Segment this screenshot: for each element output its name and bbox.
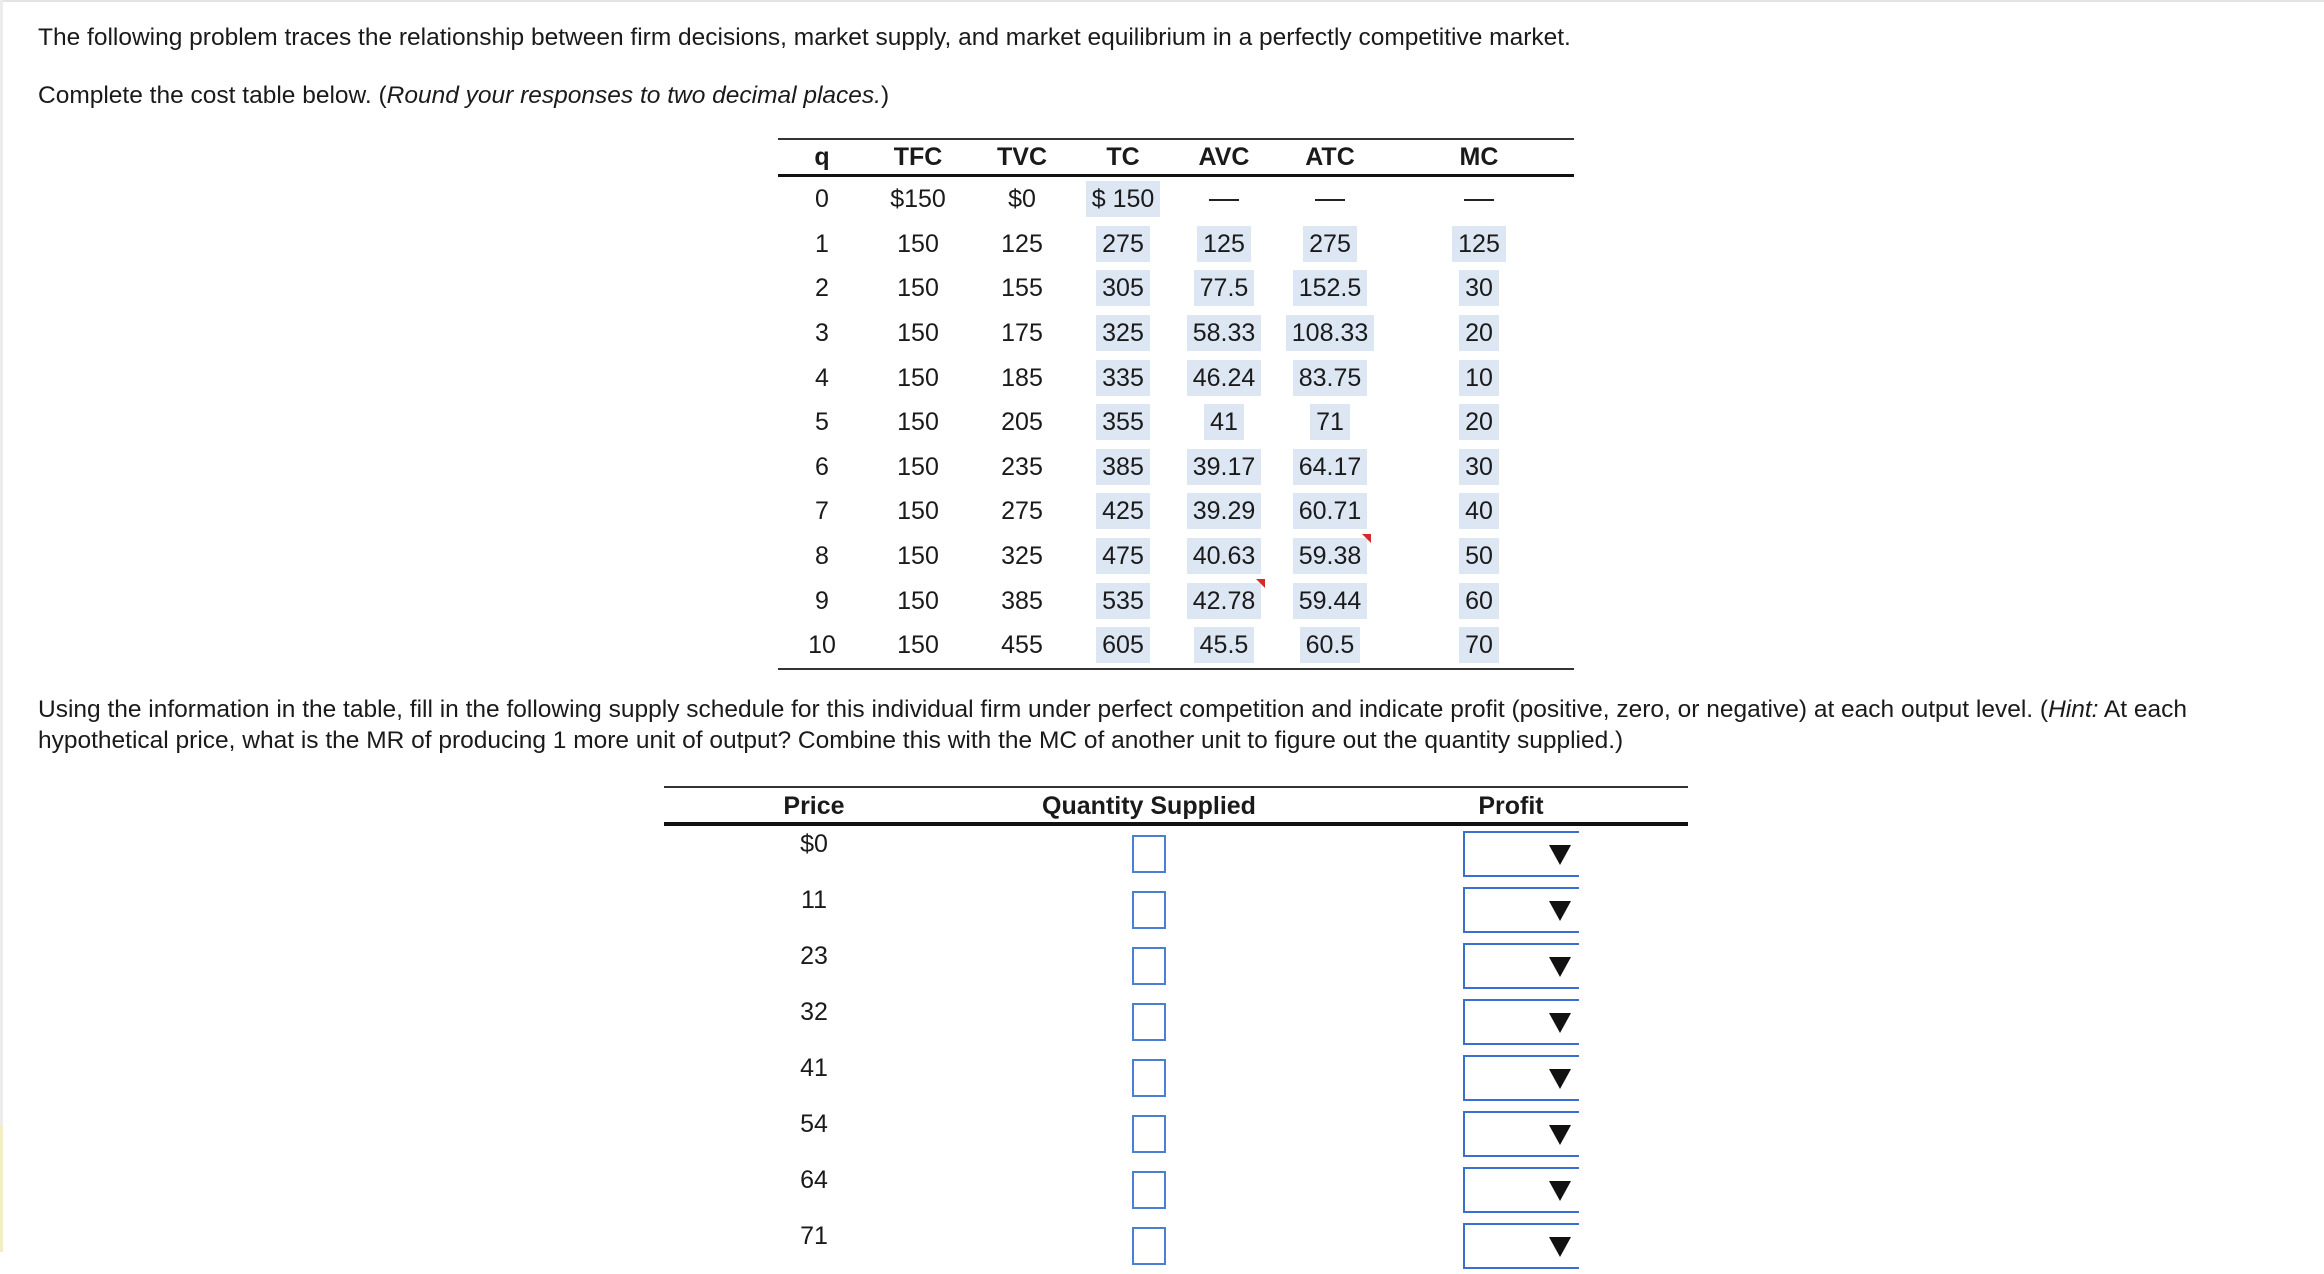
cell-mc bbox=[1384, 578, 1574, 623]
supply-instruction-text bbox=[38, 694, 2278, 756]
profit-cell bbox=[1334, 1162, 1688, 1218]
quantity-cell bbox=[964, 1106, 1334, 1162]
cell-tc bbox=[1074, 176, 1172, 222]
cost-table-row bbox=[778, 311, 1574, 356]
cell-atc bbox=[1276, 311, 1384, 356]
answer-value[interactable]: 355 bbox=[1096, 404, 1150, 440]
answer-value[interactable]: 335 bbox=[1096, 360, 1150, 396]
cost-table-row bbox=[778, 623, 1574, 669]
supply-table-row bbox=[664, 824, 1688, 882]
price-cell: $0 bbox=[800, 830, 828, 858]
answer-value[interactable]: 30 bbox=[1459, 449, 1499, 485]
given-value: 125 bbox=[1001, 229, 1043, 258]
given-value: 0 bbox=[815, 185, 829, 214]
answer-value[interactable]: 40 bbox=[1459, 493, 1499, 529]
given-value: 150 bbox=[897, 452, 939, 481]
instruction-suffix: ) bbox=[880, 82, 890, 109]
cell-tvc bbox=[970, 176, 1074, 222]
given-value: 150 bbox=[897, 497, 939, 526]
profit-dropdown[interactable] bbox=[1463, 943, 1579, 989]
header-price: Price bbox=[664, 787, 964, 824]
cell-tfc bbox=[866, 176, 970, 222]
quantity-supplied-input[interactable] bbox=[1132, 947, 1166, 985]
cell-tc bbox=[1074, 489, 1172, 534]
answer-value[interactable]: 70 bbox=[1459, 627, 1499, 663]
header-quantity-supplied: Quantity Supplied bbox=[964, 787, 1334, 824]
cell-atc bbox=[1276, 534, 1384, 579]
cell-avc bbox=[1172, 623, 1276, 669]
price-cell: 71 bbox=[800, 1222, 828, 1250]
answer-value[interactable]: 60.5 bbox=[1300, 627, 1361, 663]
answer-value[interactable]: 64.17 bbox=[1293, 449, 1368, 485]
given-value: $0 bbox=[1008, 185, 1036, 214]
price-cell: 64 bbox=[800, 1166, 828, 1194]
profit-dropdown[interactable] bbox=[1463, 1055, 1579, 1101]
answer-value[interactable]: 45.5 bbox=[1194, 627, 1255, 663]
cell-tvc bbox=[970, 445, 1074, 490]
cell-tfc bbox=[866, 578, 970, 623]
cell-mc bbox=[1384, 311, 1574, 356]
cell-mc bbox=[1384, 623, 1574, 669]
cell-q bbox=[778, 623, 866, 669]
given-value: 150 bbox=[897, 229, 939, 258]
answer-value[interactable]: 59.44 bbox=[1293, 583, 1368, 619]
cell-tvc bbox=[970, 311, 1074, 356]
cell-atc bbox=[1276, 176, 1384, 222]
hint-label: Hint: bbox=[2048, 696, 2099, 723]
answer-value[interactable]: 83.75 bbox=[1293, 360, 1368, 396]
quantity-supplied-input[interactable] bbox=[1132, 1171, 1166, 1209]
dropdown-arrow-icon[interactable] bbox=[1549, 957, 1571, 977]
supply-instruction-part2: At each hypothetical price, what is the MR of producing 1 more unit of output? Combine this with the MC of another unit to figure out the quantity supplied.) bbox=[38, 696, 2188, 754]
given-value: 455 bbox=[1001, 631, 1043, 660]
cell-tc bbox=[1074, 355, 1172, 400]
supply-table-row bbox=[664, 1162, 1688, 1218]
dash-mark bbox=[1209, 199, 1239, 201]
cost-table-row bbox=[778, 489, 1574, 534]
answer-value[interactable]: 58.33 bbox=[1187, 315, 1262, 351]
answer-value[interactable]: 60.71 bbox=[1293, 493, 1368, 529]
given-value: 10 bbox=[808, 631, 836, 660]
answer-value[interactable]: 605 bbox=[1096, 627, 1150, 663]
answer-value[interactable]: 425 bbox=[1096, 493, 1150, 529]
answer-value[interactable]: 50 bbox=[1459, 538, 1499, 574]
cell-tvc bbox=[970, 222, 1074, 267]
profit-cell bbox=[1334, 1106, 1688, 1162]
instruction-text bbox=[38, 80, 889, 111]
answer-value[interactable]: 40.63 bbox=[1187, 538, 1262, 574]
answer-value[interactable]: 46.24 bbox=[1187, 360, 1262, 396]
given-value: 150 bbox=[897, 274, 939, 303]
cost-table bbox=[778, 138, 1574, 670]
cost-table-row bbox=[778, 400, 1574, 445]
cell-q bbox=[778, 489, 866, 534]
supply-instruction-part1: Using the information in the table, fill in the following supply schedule for this individual firm under perfect competition and indicate profit (positive, zero, or negative) at each output level. ( bbox=[38, 696, 2049, 723]
dash-mark bbox=[1464, 199, 1494, 201]
quantity-supplied-input[interactable] bbox=[1132, 835, 1166, 873]
cell-tfc bbox=[866, 266, 970, 311]
supply-table-row bbox=[664, 994, 1688, 1050]
quantity-cell bbox=[964, 1162, 1334, 1218]
answer-value[interactable]: 125 bbox=[1452, 226, 1506, 262]
supply-table-row bbox=[664, 1106, 1688, 1162]
supply-table-row bbox=[664, 938, 1688, 994]
dropdown-arrow-icon[interactable] bbox=[1549, 1181, 1571, 1201]
profit-dropdown[interactable] bbox=[1463, 887, 1579, 933]
header-mc: MC bbox=[1384, 139, 1574, 176]
cell-tc bbox=[1074, 266, 1172, 311]
profit-cell bbox=[1334, 882, 1688, 938]
quantity-cell bbox=[964, 882, 1334, 938]
answer-value[interactable]: 108.33 bbox=[1286, 315, 1374, 351]
quantity-cell bbox=[964, 938, 1334, 994]
cost-table-header bbox=[778, 139, 1574, 176]
cell-tfc bbox=[866, 222, 970, 267]
answer-value[interactable]: 152.5 bbox=[1293, 270, 1368, 306]
cell-atc bbox=[1276, 445, 1384, 490]
cell-mc bbox=[1384, 222, 1574, 267]
cell-tc bbox=[1074, 578, 1172, 623]
given-value: 175 bbox=[1001, 319, 1043, 348]
supply-table-row bbox=[664, 1050, 1688, 1106]
header-tvc: TVC bbox=[970, 139, 1074, 176]
cell-tvc bbox=[970, 578, 1074, 623]
supply-table-row bbox=[664, 1218, 1688, 1274]
cell-tfc bbox=[866, 534, 970, 579]
cell-atc bbox=[1276, 623, 1384, 669]
given-value: 325 bbox=[1001, 542, 1043, 571]
cell-avc bbox=[1172, 445, 1276, 490]
cell-mc bbox=[1384, 489, 1574, 534]
cell-q bbox=[778, 176, 866, 222]
cell-atc bbox=[1276, 355, 1384, 400]
given-value: 235 bbox=[1001, 452, 1043, 481]
cost-table-row bbox=[778, 266, 1574, 311]
quantity-cell bbox=[964, 1050, 1334, 1106]
cell-avc bbox=[1172, 222, 1276, 267]
given-value: 150 bbox=[897, 363, 939, 392]
cell-tfc bbox=[866, 445, 970, 490]
quantity-supplied-input[interactable] bbox=[1132, 1059, 1166, 1097]
profit-dropdown[interactable] bbox=[1463, 1111, 1579, 1157]
quantity-supplied-input[interactable] bbox=[1132, 1115, 1166, 1153]
cell-tc bbox=[1074, 534, 1172, 579]
cell-atc bbox=[1276, 222, 1384, 267]
cell-mc bbox=[1384, 355, 1574, 400]
given-value: 150 bbox=[897, 586, 939, 615]
given-value: 8 bbox=[815, 542, 829, 571]
profit-cell bbox=[1334, 824, 1688, 882]
cell-tc bbox=[1074, 445, 1172, 490]
instruction-italic: Round your responses to two decimal places. bbox=[386, 82, 881, 109]
cell-q bbox=[778, 222, 866, 267]
cell-tfc bbox=[866, 355, 970, 400]
instruction-prefix: Complete the cost table below. ( bbox=[38, 82, 387, 109]
answer-value[interactable]: 42.78 bbox=[1187, 583, 1262, 619]
cell-tc bbox=[1074, 222, 1172, 267]
given-value: 4 bbox=[815, 363, 829, 392]
cell-tvc bbox=[970, 355, 1074, 400]
cost-table-row bbox=[778, 578, 1574, 623]
given-value: 275 bbox=[1001, 497, 1043, 526]
header-atc: ATC bbox=[1276, 139, 1384, 176]
cell-q bbox=[778, 355, 866, 400]
cell-tvc bbox=[970, 534, 1074, 579]
cell-atc bbox=[1276, 266, 1384, 311]
cell-q bbox=[778, 534, 866, 579]
cell-tfc bbox=[866, 400, 970, 445]
given-value: 150 bbox=[897, 408, 939, 437]
price-cell: 11 bbox=[801, 886, 827, 914]
cell-mc bbox=[1384, 176, 1574, 222]
answer-value[interactable]: 385 bbox=[1096, 449, 1150, 485]
answer-value[interactable]: 10 bbox=[1459, 360, 1499, 396]
profit-cell bbox=[1334, 994, 1688, 1050]
cell-avc bbox=[1172, 489, 1276, 534]
answer-value[interactable]: 275 bbox=[1303, 226, 1357, 262]
supply-table-header bbox=[664, 787, 1688, 824]
dropdown-arrow-icon[interactable] bbox=[1549, 1237, 1571, 1257]
header-tfc: TFC bbox=[866, 139, 970, 176]
cell-atc bbox=[1276, 400, 1384, 445]
profit-dropdown[interactable] bbox=[1463, 1223, 1579, 1269]
answer-value[interactable]: 39.17 bbox=[1187, 449, 1262, 485]
given-value: 150 bbox=[897, 631, 939, 660]
cell-avc bbox=[1172, 534, 1276, 579]
cell-atc bbox=[1276, 489, 1384, 534]
cell-q bbox=[778, 445, 866, 490]
profit-cell bbox=[1334, 1050, 1688, 1106]
price-cell: 32 bbox=[800, 998, 828, 1026]
given-value: 185 bbox=[1001, 363, 1043, 392]
left-border-accent bbox=[0, 1125, 3, 1252]
quantity-cell bbox=[964, 1218, 1334, 1274]
header-avc: AVC bbox=[1172, 139, 1276, 176]
answer-value[interactable]: 41 bbox=[1204, 404, 1244, 440]
answer-value[interactable]: 305 bbox=[1096, 270, 1150, 306]
cell-q bbox=[778, 266, 866, 311]
given-value: 150 bbox=[897, 542, 939, 571]
answer-value[interactable]: 20 bbox=[1459, 315, 1499, 351]
answer-value[interactable]: 30 bbox=[1459, 270, 1499, 306]
cell-q bbox=[778, 578, 866, 623]
cell-tvc bbox=[970, 489, 1074, 534]
header-q: q bbox=[778, 139, 866, 176]
cell-avc bbox=[1172, 176, 1276, 222]
given-value: 9 bbox=[815, 586, 829, 615]
dropdown-arrow-icon[interactable] bbox=[1549, 901, 1571, 921]
cost-table-row bbox=[778, 222, 1574, 267]
cell-tfc bbox=[866, 311, 970, 356]
cell-q bbox=[778, 400, 866, 445]
cell-tvc bbox=[970, 400, 1074, 445]
supply-table-row bbox=[664, 882, 1688, 938]
given-value: 7 bbox=[815, 497, 829, 526]
cell-mc bbox=[1384, 400, 1574, 445]
cell-tc bbox=[1074, 311, 1172, 356]
given-value: 385 bbox=[1001, 586, 1043, 615]
answer-value[interactable]: 475 bbox=[1096, 538, 1150, 574]
cell-mc bbox=[1384, 266, 1574, 311]
dropdown-arrow-icon[interactable] bbox=[1549, 1069, 1571, 1089]
cell-avc bbox=[1172, 266, 1276, 311]
given-value: 205 bbox=[1001, 408, 1043, 437]
given-value: 6 bbox=[815, 452, 829, 481]
answer-value[interactable]: 535 bbox=[1096, 583, 1150, 619]
answer-value[interactable]: 59.38 bbox=[1293, 538, 1368, 574]
cell-tc bbox=[1074, 400, 1172, 445]
intro-text: The following problem traces the relationship between firm decisions, market supply, and market equilibrium in a perfectly competitive market. bbox=[38, 24, 1571, 51]
cell-tvc bbox=[970, 266, 1074, 311]
answer-value[interactable]: 71 bbox=[1310, 404, 1350, 440]
cell-avc bbox=[1172, 355, 1276, 400]
answer-value[interactable]: 77.5 bbox=[1194, 270, 1255, 306]
answer-value[interactable]: 275 bbox=[1096, 226, 1150, 262]
given-value: 150 bbox=[897, 319, 939, 348]
cell-tvc bbox=[970, 623, 1074, 669]
answer-value[interactable]: $ 150 bbox=[1086, 181, 1161, 217]
cell-q bbox=[778, 311, 866, 356]
cell-mc bbox=[1384, 534, 1574, 579]
dropdown-arrow-icon[interactable] bbox=[1549, 845, 1571, 865]
profit-cell bbox=[1334, 1218, 1688, 1274]
cell-tfc bbox=[866, 489, 970, 534]
quantity-supplied-input[interactable] bbox=[1132, 1227, 1166, 1265]
given-value: 1 bbox=[815, 229, 829, 258]
cost-table-row bbox=[778, 176, 1574, 222]
quantity-cell bbox=[964, 824, 1334, 882]
cost-table-row bbox=[778, 355, 1574, 400]
cell-mc bbox=[1384, 445, 1574, 490]
cost-table-row bbox=[778, 445, 1574, 490]
answer-value[interactable]: 125 bbox=[1197, 226, 1251, 262]
answer-value[interactable]: 39.29 bbox=[1187, 493, 1262, 529]
quantity-supplied-input[interactable] bbox=[1132, 891, 1166, 929]
quantity-supplied-input[interactable] bbox=[1132, 1003, 1166, 1041]
dash-mark bbox=[1315, 199, 1345, 201]
answer-value[interactable]: 20 bbox=[1459, 404, 1499, 440]
cell-avc bbox=[1172, 400, 1276, 445]
dropdown-arrow-icon[interactable] bbox=[1549, 1013, 1571, 1033]
cell-tfc bbox=[866, 623, 970, 669]
dropdown-arrow-icon[interactable] bbox=[1549, 1125, 1571, 1145]
header-profit: Profit bbox=[1334, 787, 1688, 824]
profit-dropdown[interactable] bbox=[1463, 831, 1579, 877]
quantity-cell bbox=[964, 994, 1334, 1050]
supply-schedule-table bbox=[664, 786, 1688, 1274]
given-value: 5 bbox=[815, 408, 829, 437]
left-border bbox=[0, 0, 3, 1252]
price-cell: 41 bbox=[800, 1054, 828, 1082]
cell-avc bbox=[1172, 578, 1276, 623]
answer-value[interactable]: 325 bbox=[1096, 315, 1150, 351]
cell-tc bbox=[1074, 623, 1172, 669]
header-tc: TC bbox=[1074, 139, 1172, 176]
cell-atc bbox=[1276, 578, 1384, 623]
cost-table-row bbox=[778, 534, 1574, 579]
answer-value[interactable]: 60 bbox=[1459, 583, 1499, 619]
cell-avc bbox=[1172, 311, 1276, 356]
given-value: 2 bbox=[815, 274, 829, 303]
profit-dropdown[interactable] bbox=[1463, 999, 1579, 1045]
given-value: 155 bbox=[1001, 274, 1043, 303]
top-border bbox=[0, 0, 2324, 2]
profit-cell bbox=[1334, 938, 1688, 994]
given-value: 3 bbox=[815, 319, 829, 348]
price-cell: 54 bbox=[800, 1110, 828, 1138]
profit-dropdown[interactable] bbox=[1463, 1167, 1579, 1213]
given-value: $150 bbox=[890, 185, 946, 214]
price-cell: 23 bbox=[800, 942, 828, 970]
